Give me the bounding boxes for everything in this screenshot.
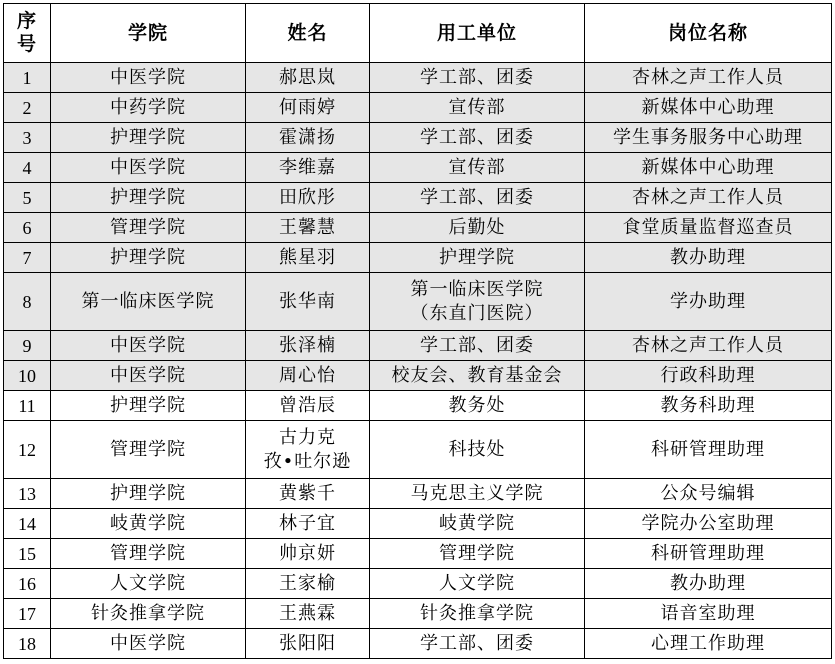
cell-name: 张阳阳 — [246, 629, 370, 659]
cell-name: 王燕霖 — [246, 599, 370, 629]
cell-unit: 针灸推拿学院 — [370, 599, 585, 629]
header-position: 岗位名称 — [585, 4, 832, 63]
cell-seq: 6 — [4, 213, 51, 243]
cell-seq: 1 — [4, 63, 51, 93]
cell-name: 熊星羽 — [246, 243, 370, 273]
cell-position: 食堂质量监督巡查员 — [585, 213, 832, 243]
cell-college: 针灸推拿学院 — [51, 599, 246, 629]
cell-college: 护理学院 — [51, 243, 246, 273]
document-page — [3, 3, 832, 659]
cell-college: 管理学院 — [51, 539, 246, 569]
header-seq-line1: 序 — [16, 10, 37, 32]
cell-college: 护理学院 — [51, 123, 246, 153]
cell-position: 行政科助理 — [585, 361, 832, 391]
cell-college: 岐黄学院 — [51, 509, 246, 539]
header-seq-line2: 号 — [16, 33, 37, 55]
cell-college: 护理学院 — [51, 391, 246, 421]
cell-seq: 8 — [4, 273, 51, 331]
cell-name: 王馨慧 — [246, 213, 370, 243]
cell-seq: 4 — [4, 153, 51, 183]
table-row — [4, 421, 832, 479]
cell-unit: 管理学院 — [370, 539, 585, 569]
cell-seq: 2 — [4, 93, 51, 123]
cell-seq: 5 — [4, 183, 51, 213]
cell-name: 帅京妍 — [246, 539, 370, 569]
cell-position: 语音室助理 — [585, 599, 832, 629]
cell-unit: 宣传部 — [370, 93, 585, 123]
cell-position: 新媒体中心助理 — [585, 93, 832, 123]
cell-position: 教办助理 — [585, 243, 832, 273]
cell-college: 管理学院 — [51, 213, 246, 243]
cell-position: 教务科助理 — [585, 391, 832, 421]
student-assistant-table — [3, 3, 832, 659]
cell-unit: 学工部、团委 — [370, 331, 585, 361]
cell-position: 学院办公室助理 — [585, 509, 832, 539]
cell-name: 郝思岚 — [246, 63, 370, 93]
cell-position: 教办助理 — [585, 569, 832, 599]
cell-seq: 11 — [4, 391, 51, 421]
cell-college: 中医学院 — [51, 331, 246, 361]
cell-position: 学办助理 — [585, 273, 832, 331]
cell-name-line1: 古力克 — [279, 426, 336, 448]
cell-unit: 岐黄学院 — [370, 509, 585, 539]
cell-college: 护理学院 — [51, 183, 246, 213]
cell-seq: 7 — [4, 243, 51, 273]
cell-position: 杏林之声工作人员 — [585, 331, 832, 361]
cell-unit: 学工部、团委 — [370, 63, 585, 93]
cell-position: 科研管理助理 — [585, 421, 832, 479]
cell-unit: 护理学院 — [370, 243, 585, 273]
table-row — [4, 63, 832, 93]
cell-name-line2: 孜•吐尔逊 — [263, 450, 352, 472]
cell-unit-line2: （东直门医院） — [410, 302, 544, 324]
cell-name: 李维嘉 — [246, 153, 370, 183]
cell-name: 林子宜 — [246, 509, 370, 539]
cell-name: 张泽楠 — [246, 331, 370, 361]
cell-position: 新媒体中心助理 — [585, 153, 832, 183]
cell-college: 中医学院 — [51, 153, 246, 183]
cell-seq: 15 — [4, 539, 51, 569]
cell-position: 杏林之声工作人员 — [585, 183, 832, 213]
header-unit: 用工单位 — [370, 4, 585, 63]
header-college: 学院 — [51, 4, 246, 63]
table-row — [4, 479, 832, 509]
cell-college: 第一临床医学院 — [51, 273, 246, 331]
table-row — [4, 391, 832, 421]
cell-college: 人文学院 — [51, 569, 246, 599]
table-row — [4, 539, 832, 569]
table-row — [4, 93, 832, 123]
table-row — [4, 599, 832, 629]
cell-college: 管理学院 — [51, 421, 246, 479]
cell-seq: 14 — [4, 509, 51, 539]
cell-unit: 科技处 — [370, 421, 585, 479]
cell-unit: 宣传部 — [370, 153, 585, 183]
cell-name: 张华南 — [246, 273, 370, 331]
cell-unit: 校友会、教育基金会 — [370, 361, 585, 391]
table-row — [4, 273, 832, 331]
cell-seq: 10 — [4, 361, 51, 391]
table-row — [4, 243, 832, 273]
table-row — [4, 213, 832, 243]
cell-name: 王家榆 — [246, 569, 370, 599]
cell-unit: 人文学院 — [370, 569, 585, 599]
cell-college: 护理学院 — [51, 479, 246, 509]
cell-college: 中药学院 — [51, 93, 246, 123]
cell-unit: 后勤处 — [370, 213, 585, 243]
cell-college: 中医学院 — [51, 63, 246, 93]
cell-unit: 教务处 — [370, 391, 585, 421]
table-row — [4, 331, 832, 361]
cell-seq: 18 — [4, 629, 51, 659]
table-row — [4, 361, 832, 391]
cell-seq: 16 — [4, 569, 51, 599]
table-row — [4, 569, 832, 599]
cell-position: 心理工作助理 — [585, 629, 832, 659]
cell-name: 周心怡 — [246, 361, 370, 391]
cell-name: 曾浩辰 — [246, 391, 370, 421]
cell-unit: 学工部、团委 — [370, 123, 585, 153]
cell-college: 中医学院 — [51, 361, 246, 391]
cell-position: 公众号编辑 — [585, 479, 832, 509]
header-row — [4, 4, 832, 63]
cell-name — [246, 421, 370, 479]
header-seq — [4, 4, 51, 63]
cell-unit: 马克思主义学院 — [370, 479, 585, 509]
cell-name: 黄紫千 — [246, 479, 370, 509]
cell-unit — [370, 273, 585, 331]
cell-seq: 13 — [4, 479, 51, 509]
table-row — [4, 123, 832, 153]
cell-unit: 学工部、团委 — [370, 629, 585, 659]
cell-unit: 学工部、团委 — [370, 183, 585, 213]
cell-seq: 17 — [4, 599, 51, 629]
cell-college: 中医学院 — [51, 629, 246, 659]
cell-name: 何雨婷 — [246, 93, 370, 123]
table-row — [4, 153, 832, 183]
cell-seq: 12 — [4, 421, 51, 479]
cell-position: 学生事务服务中心助理 — [585, 123, 832, 153]
table-row — [4, 183, 832, 213]
header-name: 姓名 — [246, 4, 370, 63]
cell-name: 霍潇扬 — [246, 123, 370, 153]
cell-position: 杏林之声工作人员 — [585, 63, 832, 93]
cell-seq: 3 — [4, 123, 51, 153]
cell-name: 田欣彤 — [246, 183, 370, 213]
cell-seq: 9 — [4, 331, 51, 361]
table-row — [4, 629, 832, 659]
table-row — [4, 509, 832, 539]
cell-position: 科研管理助理 — [585, 539, 832, 569]
cell-unit-line1: 第一临床医学院 — [410, 278, 544, 300]
